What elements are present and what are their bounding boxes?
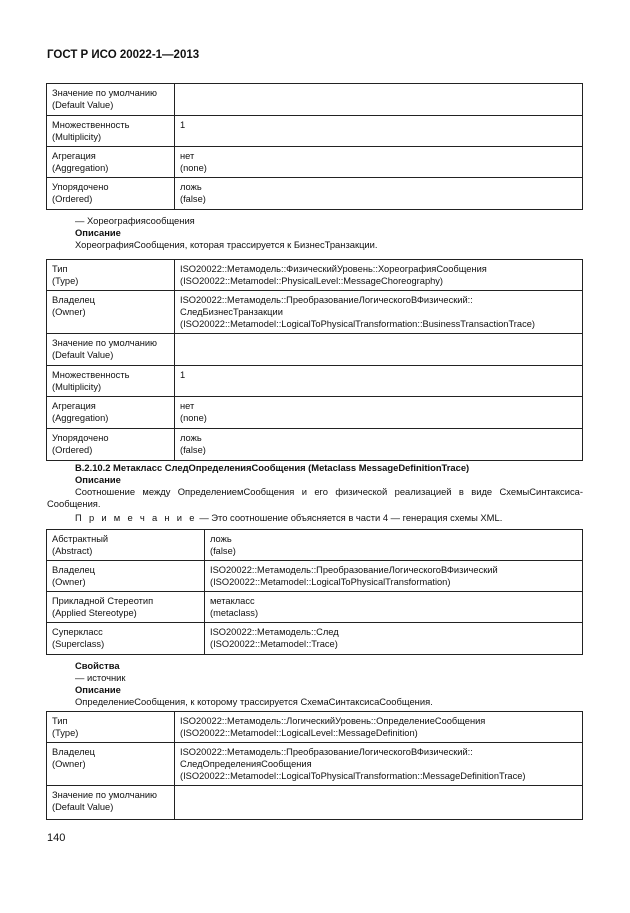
attribute-table-1 (46, 83, 583, 210)
row-value: 1 (175, 116, 583, 147)
row-label: Значение по умолчанию (Default Value) (47, 84, 175, 116)
attribute-table-3 (46, 711, 583, 820)
table-row (47, 712, 583, 743)
table-row (47, 561, 583, 592)
description-heading: Описание (75, 474, 121, 485)
row-value: ISO20022::Метамодель::ЛогическийУровень::ОпределениеСообщения (ISO20022::Metamodel::LogicalLevel::MessageDefinition) (175, 712, 583, 743)
note (75, 512, 502, 524)
section-heading: В.2.10.2 Метакласс СледОпределенияСообщения (Metaclass MessageDefinitionTrace) (75, 462, 470, 473)
description-text: ХореографияСообщения, которая трассируется к БизнесТранзакции. (75, 239, 378, 250)
row-value: ложь (false) (175, 178, 583, 210)
table-row (47, 260, 583, 291)
description-text: ОпределениеСообщения, к которому трассируется СхемаСинтаксисаСообщения. (75, 696, 433, 707)
row-label: Упорядочено (Ordered) (47, 178, 175, 210)
metaclass-table (46, 529, 583, 655)
table-row (47, 429, 583, 461)
row-value (175, 786, 583, 820)
row-value: ISO20022::Метамодель::ПреобразованиеЛогическогоВФизический:: СледБизнесТранзакции (ISO20022::Metamodel::LogicalToPhysicalTransformation::BusinessTransactionTrace) (175, 291, 583, 334)
table-row (47, 592, 583, 623)
table-row (47, 623, 583, 655)
row-label: Абстрактный (Abstract) (47, 530, 205, 561)
description-heading: Описание (75, 684, 121, 695)
note-label: П р и м е ч а н и е (75, 512, 197, 523)
table-row (47, 178, 583, 210)
row-value: нет (none) (175, 397, 583, 429)
table-row (47, 530, 583, 561)
list-item: — источник (75, 672, 126, 683)
table-row (47, 397, 583, 429)
row-label: Множественность (Multiplicity) (47, 366, 175, 397)
row-value (175, 84, 583, 116)
row-label: Агрегация (Aggregation) (47, 147, 175, 178)
document-header: ГОСТ Р ИСО 20022-1—2013 (47, 49, 200, 61)
attribute-table-2 (46, 259, 583, 461)
row-value: 1 (175, 366, 583, 397)
note-text: — Это соотношение объясняется в части 4 — генерация схемы XML. (196, 512, 503, 523)
table-row (47, 147, 583, 178)
table-row (47, 786, 583, 820)
description-heading: Описание (75, 227, 121, 238)
row-label: Агрегация (Aggregation) (47, 397, 175, 429)
row-label: Владелец (Owner) (47, 561, 205, 592)
row-value: ISO20022::Метамодель::ПреобразованиеЛогическогоВФизический (ISO20022::Metamodel::LogicalToPhysicalTransformation) (205, 561, 583, 592)
row-value: ISO20022::Метамодель::ФизическийУровень::ХореографияСообщения (ISO20022::Metamodel::PhysicalLevel::MessageChoreography) (175, 260, 583, 291)
list-item: — Хореографиясообщения (75, 215, 195, 226)
row-value: ложь (false) (175, 429, 583, 461)
table-row (47, 291, 583, 334)
row-label: Множественность (Multiplicity) (47, 116, 175, 147)
properties-heading: Свойства (75, 660, 120, 671)
row-value (175, 334, 583, 366)
table-row (47, 116, 583, 147)
row-label: Тип (Type) (47, 712, 175, 743)
row-label: Упорядочено (Ordered) (47, 429, 175, 461)
row-value: ISO20022::Метамодель::След (ISO20022::Metamodel::Trace) (205, 623, 583, 655)
row-value: нет (none) (175, 147, 583, 178)
row-value: метакласс (metaclass) (205, 592, 583, 623)
table-row (47, 334, 583, 366)
page-number: 140 (47, 832, 66, 844)
row-label: Владелец (Owner) (47, 743, 175, 786)
row-label: Суперкласс (Superclass) (47, 623, 205, 655)
row-label: Значение по умолчанию (Default Value) (47, 786, 175, 820)
row-label: Значение по умолчанию (Default Value) (47, 334, 175, 366)
row-value: ложь (false) (205, 530, 583, 561)
table-row (47, 743, 583, 786)
row-label: Прикладной Стереотип (Applied Stereotype) (47, 592, 205, 623)
description-text: Соотношение между ОпределениемСообщения и его физической реализацией в виде СхемыСинтаксиса-Сообщения. (47, 486, 583, 509)
table-row (47, 366, 583, 397)
row-label: Тип (Type) (47, 260, 175, 291)
row-value: ISO20022::Метамодель::ПреобразованиеЛогическогоВФизический:: СледОпределенияСообщения (ISO20022::Metamodel::LogicalToPhysicalTransformation::MessageDefinitionTrace) (175, 743, 583, 786)
table-row (47, 84, 583, 116)
row-label: Владелец (Owner) (47, 291, 175, 334)
